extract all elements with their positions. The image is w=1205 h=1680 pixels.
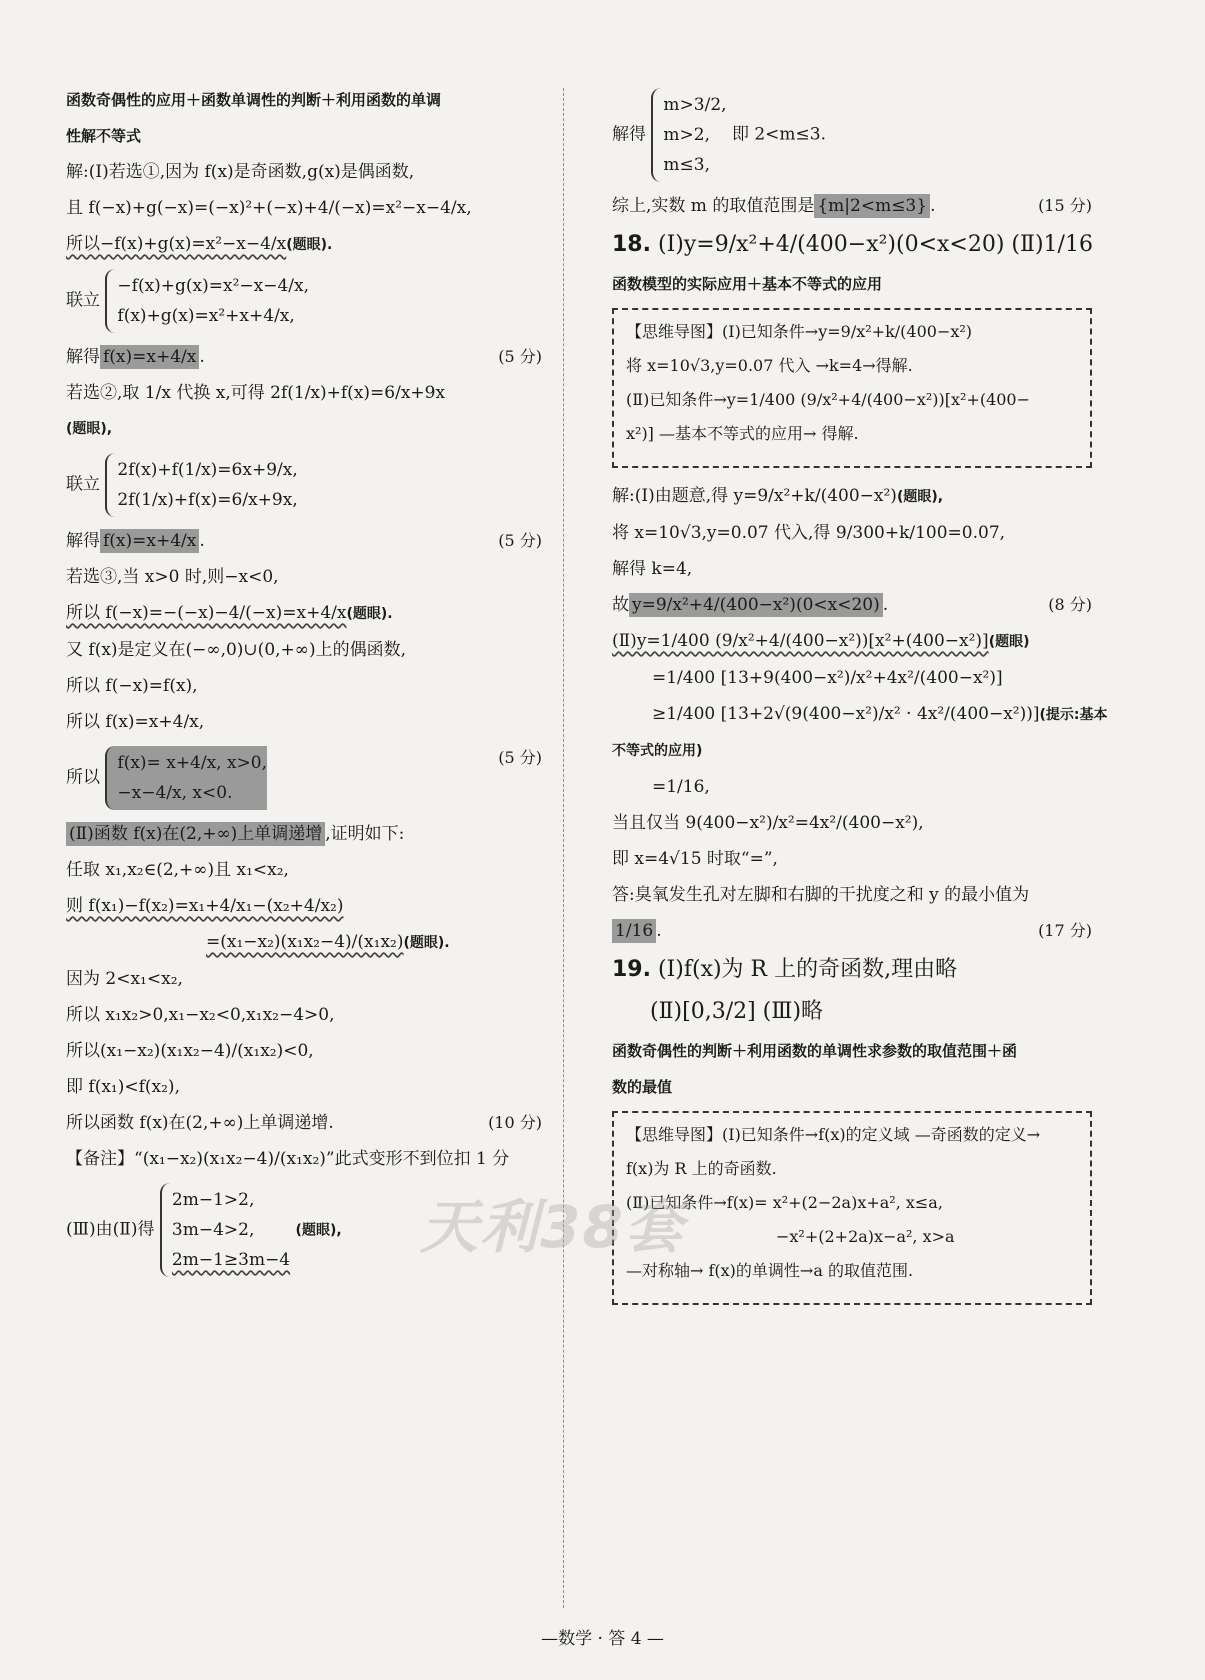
score-badge: (5 分) — [498, 748, 542, 767]
key-step: 所以−f(x)+g(x)=x²−x−4/x — [66, 234, 287, 254]
system-row: 3m−4>2, — [171, 1220, 255, 1240]
solution-line: 若选③,当 x>0 时,则−x<0, — [66, 567, 279, 587]
line-text: 解:(Ⅰ)由题意,得 y=9/x²+k/(400−x²) — [612, 486, 897, 506]
mind-map-line: x²)] —基本不等式的应用→ 得解. — [626, 424, 859, 443]
system-row: 2m−1>2, — [171, 1190, 255, 1210]
solution-line: 答:臭氧发生孔对左脚和右脚的干扰度之和 y 的最小值为 — [612, 885, 1030, 905]
solution-line: =1/400 [13+9(400−x²)/x²+4x²/(400−x²)] — [652, 668, 1003, 688]
system-row: m≤3, — [663, 155, 710, 175]
result-line: 故 y=9/x²+4/(400−x²)(0<x<20) . (8 分) — [612, 595, 1092, 615]
system-row: 2m−1≥3m−4 — [171, 1250, 291, 1270]
key-note: (题眼), — [295, 1222, 342, 1239]
highlight-answer: 1/16 — [612, 919, 656, 943]
answer-summary: (Ⅰ)y=9/x²+4/(400−x²)(0<x<20) (Ⅱ)1/16 — [657, 232, 1093, 257]
question-number: 19. — [612, 957, 651, 982]
solution-line — [66, 1111, 542, 1135]
mind-map-line: —对称轴→ f(x)的单调性→a 的取值范围. — [626, 1261, 914, 1280]
key-note: (题眼) — [988, 634, 1030, 650]
system-label: (Ⅲ)由(Ⅱ)得 — [66, 1219, 155, 1240]
key-step: 则 f(x₁)−f(x₂)=x₁+4/x₁−(x₂+4/x₂) — [66, 896, 344, 916]
left-column — [66, 88, 542, 1289]
key-note: (提示:基本 — [1039, 707, 1108, 723]
system-brace — [105, 453, 297, 517]
result-line: 解得 f(x)=x+4/x . (5 分) — [66, 347, 542, 367]
solution-line: 所以 f(−x)=f(x), — [66, 676, 198, 696]
equation-system — [612, 88, 1092, 182]
right-column — [612, 88, 1108, 1321]
result-prefix: 解得 — [66, 347, 100, 367]
solution-line — [612, 484, 1092, 509]
system-brace — [105, 269, 309, 333]
highlight-answer: f(x)=x+4/x — [100, 529, 199, 553]
solution-line — [66, 232, 542, 257]
solution-line: 即 x=4√15 时取“=”, — [612, 849, 778, 869]
solution-line — [66, 822, 542, 846]
solution-line — [612, 702, 1108, 727]
line-text: 即 2<m≤3. — [731, 124, 827, 145]
piecewise-result — [66, 746, 542, 810]
solution-line: 所以 f(x)=x+4/x, — [66, 712, 205, 732]
solution-line: 将 x=10√3,y=0.07 代入,得 9/300+k/100=0.07, — [612, 523, 1006, 543]
solution-line — [612, 629, 1092, 654]
equation-system — [66, 269, 542, 333]
mind-map-line: 【思维导图】(Ⅰ)已知条件→y=9/x²+k/(400−x²) — [626, 322, 973, 341]
system-brace — [160, 1183, 290, 1277]
mind-map-box — [612, 308, 1092, 468]
score-badge: (17 分) — [1038, 921, 1092, 940]
key-note: (题眼). — [286, 237, 333, 253]
key-step: 所以 f(−x)=−(−x)−4/(−x)=x+4/x — [66, 603, 347, 623]
system-row: −x−4/x, x<0. — [117, 783, 233, 803]
remark-line: 【备注】“(x₁−x₂)(x₁x₂−4)/(x₁x₂)”此式变形不到位扣 1 分 — [66, 1149, 510, 1169]
mind-map-line: (Ⅱ)已知条件→f(x)= x²+(2−2a)x+a², x≤a, — [626, 1193, 943, 1212]
solution-line: 当且仅当 9(400−x²)/x²=4x²/(400−x²), — [612, 813, 924, 833]
publisher-watermark: 天利38套 — [420, 1193, 685, 1261]
question-number: 18. — [612, 232, 651, 257]
system-row: m>3/2, — [663, 95, 727, 115]
mind-map-line: 【思维导图】(Ⅰ)已知条件→f(x)的定义域 —奇函数的定义→ — [626, 1125, 1041, 1144]
question-19-answer — [612, 955, 1092, 985]
line-text: ,证明如下: — [325, 824, 405, 844]
topic-heading: 函数模型的实际应用＋基本不等式的应用 — [612, 275, 883, 293]
solution-line: 所以 x₁x₂>0,x₁−x₂<0,x₁x₂−4>0, — [66, 1005, 335, 1025]
topic-heading: 函数奇偶性的判断＋利用函数的单调性求参数的取值范围＋函 — [612, 1042, 1018, 1060]
result-prefix: 故 — [612, 595, 629, 615]
system-row: m>2, — [663, 125, 710, 145]
mind-map-line: 将 x=10√3,y=0.07 代入 →k=4→得解. — [626, 356, 913, 375]
solution-line: 解:(Ⅰ)若选①,因为 f(x)是奇函数,g(x)是偶函数, — [66, 162, 415, 182]
highlight-answer: {m|2<m≤3} — [814, 194, 930, 218]
key-note: (题眼). — [346, 606, 393, 622]
key-note: (题眼). — [403, 935, 450, 951]
system-label: 解得 — [612, 124, 646, 145]
system-brace — [651, 88, 726, 182]
system-row: f(x)+g(x)=x²+x+4/x, — [117, 306, 295, 326]
score-badge: (10 分) — [488, 1113, 542, 1132]
result-prefix: 综上,实数 m 的取值范围是 — [612, 196, 815, 216]
highlight-answer: f(x)=x+4/x — [100, 345, 199, 369]
mind-map-line: (Ⅱ)已知条件→y=1/400 (9/x²+4/(400−x²))[x²+(400− — [626, 390, 1031, 409]
solution-line: =1/16, — [652, 777, 710, 797]
solution-line: 所以(x₁−x₂)(x₁x₂−4)/(x₁x₂)<0, — [66, 1041, 314, 1061]
topic-heading-cont: 性解不等式 — [66, 127, 142, 145]
solution-line: 且 f(−x)+g(−x)=(−x)²+(−x)+4/(−x)=x²−x−4/x, — [66, 198, 472, 218]
system-row: 2f(x)+f(1/x)=6x+9/x, — [117, 460, 298, 480]
mind-map-line: f(x)为 R 上的奇函数. — [626, 1159, 777, 1178]
solution-line — [66, 894, 542, 918]
result-prefix: 所以 — [66, 767, 100, 788]
highlight-answer: (Ⅱ)函数 f(x)在(2,+∞)上单调递增 — [66, 822, 325, 846]
topic-heading-cont: 数的最值 — [612, 1078, 673, 1096]
answer-summary: (Ⅰ)f(x)为 R 上的奇函数,理由略 — [657, 957, 958, 982]
key-step: =(x₁−x₂)(x₁x₂−4)/(x₁x₂) — [206, 932, 404, 952]
system-row: f(x)= x+4/x, x>0, — [117, 753, 268, 773]
solution-line — [66, 930, 542, 955]
column-divider — [563, 88, 564, 1608]
result-line: 综上,实数 m 的取值范围是 {m|2<m≤3} . (15 分) — [612, 196, 1092, 216]
score-badge: (15 分) — [1038, 196, 1092, 215]
mind-map-line: −x²+(2+2a)x−a², x>a — [776, 1227, 955, 1246]
result-line: 1/16 . (17 分) — [612, 919, 1092, 943]
question-19-answer-cont: (Ⅱ)[0,3/2] (Ⅲ)略 — [650, 999, 824, 1024]
system-label: 联立 — [66, 474, 100, 495]
key-note: 不等式的应用) — [612, 743, 703, 759]
system-row: −f(x)+g(x)=x²−x−4/x, — [117, 276, 310, 296]
page-footer: —数学 · 答 4 — — [541, 1629, 664, 1649]
highlight-answer — [105, 746, 267, 810]
key-note: (题眼), — [896, 489, 944, 505]
highlight-answer: y=9/x²+4/(400−x²)(0<x<20) — [629, 593, 883, 617]
result-line: 解得 f(x)=x+4/x . (5 分) — [66, 531, 542, 551]
solution-line: 任取 x₁,x₂∈(2,+∞)且 x₁<x₂, — [66, 860, 289, 880]
solution-line — [66, 601, 542, 626]
score-badge: (5 分) — [498, 347, 542, 366]
topic-heading: 函数奇偶性的应用＋函数单调性的判断＋利用函数的单调 — [66, 91, 442, 109]
key-step: (Ⅱ)y=1/400 (9/x²+4/(400−x²))[x²+(400−x²)] — [612, 631, 989, 651]
question-18-answer — [612, 230, 1092, 260]
system-label: 联立 — [66, 290, 100, 311]
score-badge: (8 分) — [1048, 595, 1092, 614]
score-badge: (5 分) — [498, 531, 542, 550]
solution-line: 又 f(x)是定义在(−∞,0)∪(0,+∞)上的偶函数, — [66, 640, 406, 660]
solution-line: 因为 2<x₁<x₂, — [66, 969, 183, 989]
line-text: ≥1/400 [13+2√(9(400−x²)/x² · 4x²/(400−x²))] — [652, 704, 1040, 724]
solution-line: 解得 k=4, — [612, 559, 693, 579]
key-note: (题眼), — [66, 421, 113, 437]
solution-line: 若选②,取 1/x 代换 x,可得 2f(1/x)+f(x)=6/x+9x — [66, 383, 446, 403]
equation-system — [66, 453, 542, 517]
solution-line: 即 f(x₁)<f(x₂), — [66, 1077, 180, 1097]
system-row: 2f(1/x)+f(x)=6/x+9x, — [117, 490, 298, 510]
result-prefix: 解得 — [66, 531, 100, 551]
line-text: 所以函数 f(x)在(2,+∞)上单调递增. — [66, 1113, 334, 1133]
